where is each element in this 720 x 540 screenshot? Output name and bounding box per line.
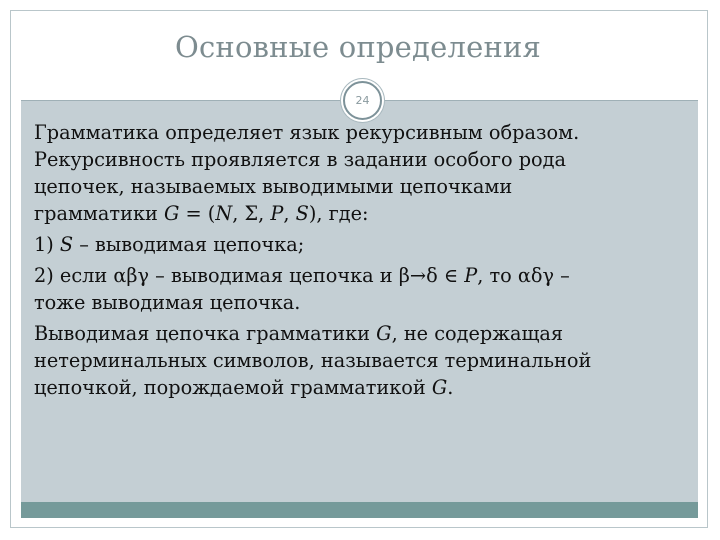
math-symbol: P: [464, 264, 478, 287]
text-fragment: , не содержащая: [391, 322, 564, 345]
text-line: Рекурсивность проявляется в задании особого рода: [34, 148, 567, 171]
slide-number-badge: 24: [343, 81, 382, 120]
text-line: Грамматика определяет язык рекурсивным образом.: [34, 121, 580, 144]
text-fragment: ,: [283, 202, 296, 225]
text-fragment: 1): [34, 233, 60, 256]
text-fragment: .: [447, 376, 454, 399]
paragraph-rule-1: [34, 231, 684, 258]
math-symbol: P: [270, 202, 284, 225]
text-line: цепочек, называемых выводимыми цепочками: [34, 175, 513, 198]
text-fragment: грамматики: [34, 202, 164, 225]
text-fragment: 2) если αβγ – выводимая цепочка и β→δ ∈: [34, 264, 465, 287]
text-line: [34, 374, 684, 401]
text-fragment: Выводимая цепочка грамматики: [34, 322, 377, 345]
math-symbol: S: [59, 233, 74, 256]
slide-body: [34, 119, 684, 401]
text-fragment: ), где:: [308, 202, 369, 225]
text-line: [34, 262, 684, 289]
math-symbol: S: [295, 202, 309, 225]
text-fragment: цепочкой, порождаемой грамматикой: [34, 376, 432, 399]
math-symbol: G: [376, 322, 392, 345]
text-fragment: – выводимая цепочка;: [73, 233, 305, 256]
text-line: нетерминальных символов, называется терминальной: [34, 349, 592, 372]
slide-title: Основные определения: [175, 30, 541, 64]
paragraph-rule-2: [34, 262, 684, 316]
math-symbol: N: [215, 202, 233, 225]
paragraph-grammar-definition: [34, 119, 684, 227]
text-line: [34, 320, 684, 347]
text-line-grammar-tuple: [34, 200, 684, 227]
text-line: тоже выводимая цепочка.: [34, 291, 301, 314]
text-fragment: , то αδγ –: [477, 264, 570, 287]
math-symbol: G: [431, 376, 448, 399]
text-fragment: , Σ,: [232, 202, 271, 225]
footer-bar: [21, 502, 698, 518]
paragraph-terminal-chain: [34, 320, 684, 401]
math-symbol: G: [163, 202, 180, 225]
text-fragment: = (: [179, 202, 216, 225]
text-line: [34, 231, 684, 258]
